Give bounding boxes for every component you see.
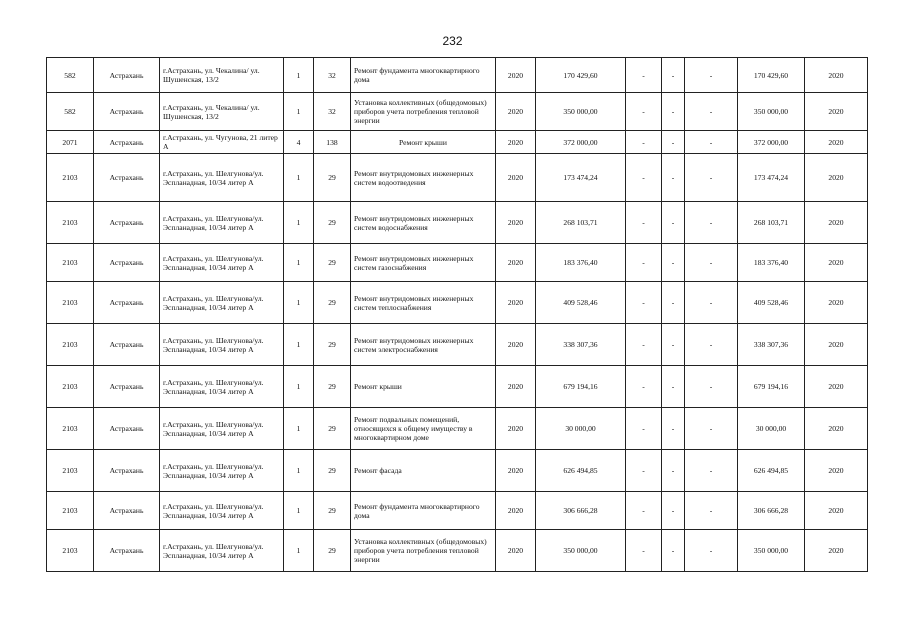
total-cell: 183 376,40 xyxy=(738,244,805,282)
apartment-count-cell: 29 xyxy=(314,282,351,324)
city-cell: Астрахань xyxy=(94,154,160,202)
year-cell: 2020 xyxy=(496,202,536,244)
work-type-cell: Ремонт подвальных помещений, относящихся к общему имуществу в многоквартирном доме xyxy=(351,408,496,450)
address-cell: г.Астрахань, ул. Шелгунова/ул. Эспланадная, 10/34 литер А xyxy=(160,154,284,202)
dash-cell: - xyxy=(662,202,685,244)
object-id-cell: 582 xyxy=(47,58,94,93)
table-row xyxy=(47,202,868,244)
year-cell: 2020 xyxy=(496,450,536,492)
address-cell: г.Астрахань, ул. Шелгунова/ул. Эспланадная, 10/34 литер А xyxy=(160,408,284,450)
dash-cell: - xyxy=(626,408,662,450)
year-cell: 2020 xyxy=(496,324,536,366)
dash-cell: - xyxy=(626,131,662,154)
work-type-cell: Ремонт крыши xyxy=(351,366,496,408)
total-cell: 170 429,60 xyxy=(738,58,805,93)
work-type-cell: Ремонт внутридомовых инженерных систем газоснабжения xyxy=(351,244,496,282)
dash-cell: - xyxy=(626,366,662,408)
object-id-cell: 2103 xyxy=(47,530,94,572)
dash-cell: - xyxy=(662,93,685,131)
dash-cell: - xyxy=(662,450,685,492)
cost-cell: 626 494,85 xyxy=(536,450,626,492)
entrance-count-cell: 1 xyxy=(284,93,314,131)
total-cell: 409 528,46 xyxy=(738,282,805,324)
city-cell: Астрахань xyxy=(94,58,160,93)
cost-cell: 350 000,00 xyxy=(536,93,626,131)
apartment-count-cell: 29 xyxy=(314,492,351,530)
dash-cell: - xyxy=(685,244,738,282)
apartment-count-cell: 32 xyxy=(314,58,351,93)
address-cell: г.Астрахань, ул. Шелгунова/ул. Эспланадная, 10/34 литер А xyxy=(160,324,284,366)
dash-cell: - xyxy=(685,324,738,366)
entrance-count-cell: 1 xyxy=(284,58,314,93)
total-cell: 350 000,00 xyxy=(738,93,805,131)
work-type-cell: Ремонт фасада xyxy=(351,450,496,492)
city-cell: Астрахань xyxy=(94,530,160,572)
dash-cell: - xyxy=(685,366,738,408)
object-id-cell: 2103 xyxy=(47,244,94,282)
address-cell: г.Астрахань, ул. Шелгунова/ул. Эспланадная, 10/34 литер А xyxy=(160,492,284,530)
table-row xyxy=(47,282,868,324)
dash-cell: - xyxy=(626,450,662,492)
work-type-cell: Ремонт фундамента многоквартирного дома xyxy=(351,58,496,93)
table-row xyxy=(47,530,868,572)
object-id-cell: 2103 xyxy=(47,324,94,366)
completion-year-cell: 2020 xyxy=(805,58,868,93)
dash-cell: - xyxy=(685,530,738,572)
total-cell: 372 000,00 xyxy=(738,131,805,154)
dash-cell: - xyxy=(685,93,738,131)
cost-cell: 30 000,00 xyxy=(536,408,626,450)
work-type-cell: Ремонт внутридомовых инженерных систем электроснабжения xyxy=(351,324,496,366)
completion-year-cell: 2020 xyxy=(805,282,868,324)
dash-cell: - xyxy=(626,324,662,366)
work-type-cell: Установка коллективных (общедомовых) приборов учета потребления тепловой энергии xyxy=(351,93,496,131)
table-row xyxy=(47,450,868,492)
work-type-cell: Ремонт внутридомовых инженерных систем водоотведения xyxy=(351,154,496,202)
cost-cell: 338 307,36 xyxy=(536,324,626,366)
work-type-cell: Ремонт крыши xyxy=(351,131,496,154)
dash-cell: - xyxy=(662,324,685,366)
entrance-count-cell: 1 xyxy=(284,530,314,572)
address-cell: г.Астрахань, ул. Чекалина/ ул. Шушенская, 13/2 xyxy=(160,58,284,93)
dash-cell: - xyxy=(685,202,738,244)
dash-cell: - xyxy=(662,244,685,282)
city-cell: Астрахань xyxy=(94,450,160,492)
dash-cell: - xyxy=(685,450,738,492)
dash-cell: - xyxy=(626,58,662,93)
dash-cell: - xyxy=(662,154,685,202)
address-cell: г.Астрахань, ул. Чекалина/ ул. Шушенская, 13/2 xyxy=(160,93,284,131)
dash-cell: - xyxy=(662,131,685,154)
work-type-cell: Ремонт внутридомовых инженерных систем теплоснабжения xyxy=(351,282,496,324)
city-cell: Астрахань xyxy=(94,202,160,244)
entrance-count-cell: 1 xyxy=(284,450,314,492)
work-type-cell: Ремонт фундамента многоквартирного дома xyxy=(351,492,496,530)
dash-cell: - xyxy=(685,131,738,154)
completion-year-cell: 2020 xyxy=(805,530,868,572)
table-row xyxy=(47,492,868,530)
dash-cell: - xyxy=(685,492,738,530)
entrance-count-cell: 1 xyxy=(284,324,314,366)
apartment-count-cell: 29 xyxy=(314,408,351,450)
repair-program-table xyxy=(46,57,868,572)
entrance-count-cell: 1 xyxy=(284,366,314,408)
dash-cell: - xyxy=(626,244,662,282)
cost-cell: 173 474,24 xyxy=(536,154,626,202)
year-cell: 2020 xyxy=(496,131,536,154)
total-cell: 173 474,24 xyxy=(738,154,805,202)
entrance-count-cell: 1 xyxy=(284,202,314,244)
apartment-count-cell: 29 xyxy=(314,244,351,282)
entrance-count-cell: 1 xyxy=(284,282,314,324)
city-cell: Астрахань xyxy=(94,324,160,366)
year-cell: 2020 xyxy=(496,244,536,282)
total-cell: 350 000,00 xyxy=(738,530,805,572)
address-cell: г.Астрахань, ул. Шелгунова/ул. Эспланадная, 10/34 литер А xyxy=(160,202,284,244)
address-cell: г.Астрахань, ул. Шелгунова/ул. Эспланадная, 10/34 литер А xyxy=(160,530,284,572)
dash-cell: - xyxy=(626,202,662,244)
entrance-count-cell: 1 xyxy=(284,492,314,530)
dash-cell: - xyxy=(626,282,662,324)
table-row xyxy=(47,93,868,131)
object-id-cell: 2103 xyxy=(47,366,94,408)
work-type-cell: Ремонт внутридомовых инженерных систем водоснабжения xyxy=(351,202,496,244)
work-type-cell: Установка коллективных (общедомовых) приборов учета потребления тепловой энергии xyxy=(351,530,496,572)
city-cell: Астрахань xyxy=(94,244,160,282)
address-cell: г.Астрахань, ул. Шелгунова/ул. Эспланадная, 10/34 литер А xyxy=(160,366,284,408)
apartment-count-cell: 29 xyxy=(314,202,351,244)
entrance-count-cell: 1 xyxy=(284,154,314,202)
year-cell: 2020 xyxy=(496,93,536,131)
year-cell: 2020 xyxy=(496,492,536,530)
cost-cell: 306 666,28 xyxy=(536,492,626,530)
entrance-count-cell: 4 xyxy=(284,131,314,154)
table-row xyxy=(47,58,868,93)
apartment-count-cell: 29 xyxy=(314,154,351,202)
dash-cell: - xyxy=(662,492,685,530)
total-cell: 626 494,85 xyxy=(738,450,805,492)
completion-year-cell: 2020 xyxy=(805,244,868,282)
dash-cell: - xyxy=(662,282,685,324)
table-row xyxy=(47,366,868,408)
dash-cell: - xyxy=(662,408,685,450)
completion-year-cell: 2020 xyxy=(805,450,868,492)
cost-cell: 350 000,00 xyxy=(536,530,626,572)
page-number: 232 xyxy=(442,34,463,48)
completion-year-cell: 2020 xyxy=(805,492,868,530)
address-cell: г.Астрахань, ул. Шелгунова/ул. Эспланадная, 10/34 литер А xyxy=(160,282,284,324)
dash-cell: - xyxy=(626,530,662,572)
total-cell: 268 103,71 xyxy=(738,202,805,244)
address-cell: г.Астрахань, ул. Шелгунова/ул. Эспланадная, 10/34 литер А xyxy=(160,450,284,492)
year-cell: 2020 xyxy=(496,408,536,450)
completion-year-cell: 2020 xyxy=(805,154,868,202)
entrance-count-cell: 1 xyxy=(284,244,314,282)
table-row xyxy=(47,131,868,154)
object-id-cell: 582 xyxy=(47,93,94,131)
total-cell: 306 666,28 xyxy=(738,492,805,530)
cost-cell: 268 103,71 xyxy=(536,202,626,244)
dash-cell: - xyxy=(662,366,685,408)
city-cell: Астрахань xyxy=(94,408,160,450)
object-id-cell: 2103 xyxy=(47,408,94,450)
total-cell: 338 307,36 xyxy=(738,324,805,366)
year-cell: 2020 xyxy=(496,154,536,202)
apartment-count-cell: 32 xyxy=(314,93,351,131)
apartment-count-cell: 138 xyxy=(314,131,351,154)
object-id-cell: 2103 xyxy=(47,154,94,202)
table-row xyxy=(47,324,868,366)
completion-year-cell: 2020 xyxy=(805,366,868,408)
dash-cell: - xyxy=(685,154,738,202)
cost-cell: 170 429,60 xyxy=(536,58,626,93)
year-cell: 2020 xyxy=(496,366,536,408)
year-cell: 2020 xyxy=(496,282,536,324)
apartment-count-cell: 29 xyxy=(314,366,351,408)
year-cell: 2020 xyxy=(496,58,536,93)
city-cell: Астрахань xyxy=(94,93,160,131)
table-row xyxy=(47,154,868,202)
object-id-cell: 2103 xyxy=(47,492,94,530)
city-cell: Астрахань xyxy=(94,366,160,408)
completion-year-cell: 2020 xyxy=(805,131,868,154)
apartment-count-cell: 29 xyxy=(314,530,351,572)
apartment-count-cell: 29 xyxy=(314,324,351,366)
cost-cell: 372 000,00 xyxy=(536,131,626,154)
address-cell: г.Астрахань, ул. Шелгунова/ул. Эспланадная, 10/34 литер А xyxy=(160,244,284,282)
cost-cell: 679 194,16 xyxy=(536,366,626,408)
dash-cell: - xyxy=(662,58,685,93)
entrance-count-cell: 1 xyxy=(284,408,314,450)
dash-cell: - xyxy=(626,154,662,202)
total-cell: 679 194,16 xyxy=(738,366,805,408)
city-cell: Астрахань xyxy=(94,492,160,530)
completion-year-cell: 2020 xyxy=(805,408,868,450)
dash-cell: - xyxy=(685,408,738,450)
table-row xyxy=(47,244,868,282)
dash-cell: - xyxy=(685,58,738,93)
table-body xyxy=(47,58,868,572)
apartment-count-cell: 29 xyxy=(314,450,351,492)
dash-cell: - xyxy=(685,282,738,324)
dash-cell: - xyxy=(662,530,685,572)
cost-cell: 183 376,40 xyxy=(536,244,626,282)
dash-cell: - xyxy=(626,93,662,131)
object-id-cell: 2103 xyxy=(47,282,94,324)
year-cell: 2020 xyxy=(496,530,536,572)
dash-cell: - xyxy=(626,492,662,530)
completion-year-cell: 2020 xyxy=(805,324,868,366)
city-cell: Астрахань xyxy=(94,131,160,154)
cost-cell: 409 528,46 xyxy=(536,282,626,324)
total-cell: 30 000,00 xyxy=(738,408,805,450)
object-id-cell: 2103 xyxy=(47,450,94,492)
city-cell: Астрахань xyxy=(94,282,160,324)
object-id-cell: 2103 xyxy=(47,202,94,244)
object-id-cell: 2071 xyxy=(47,131,94,154)
completion-year-cell: 2020 xyxy=(805,93,868,131)
address-cell: г.Астрахань, ул. Чугунова, 21 литер А xyxy=(160,131,284,154)
completion-year-cell: 2020 xyxy=(805,202,868,244)
table-row xyxy=(47,408,868,450)
